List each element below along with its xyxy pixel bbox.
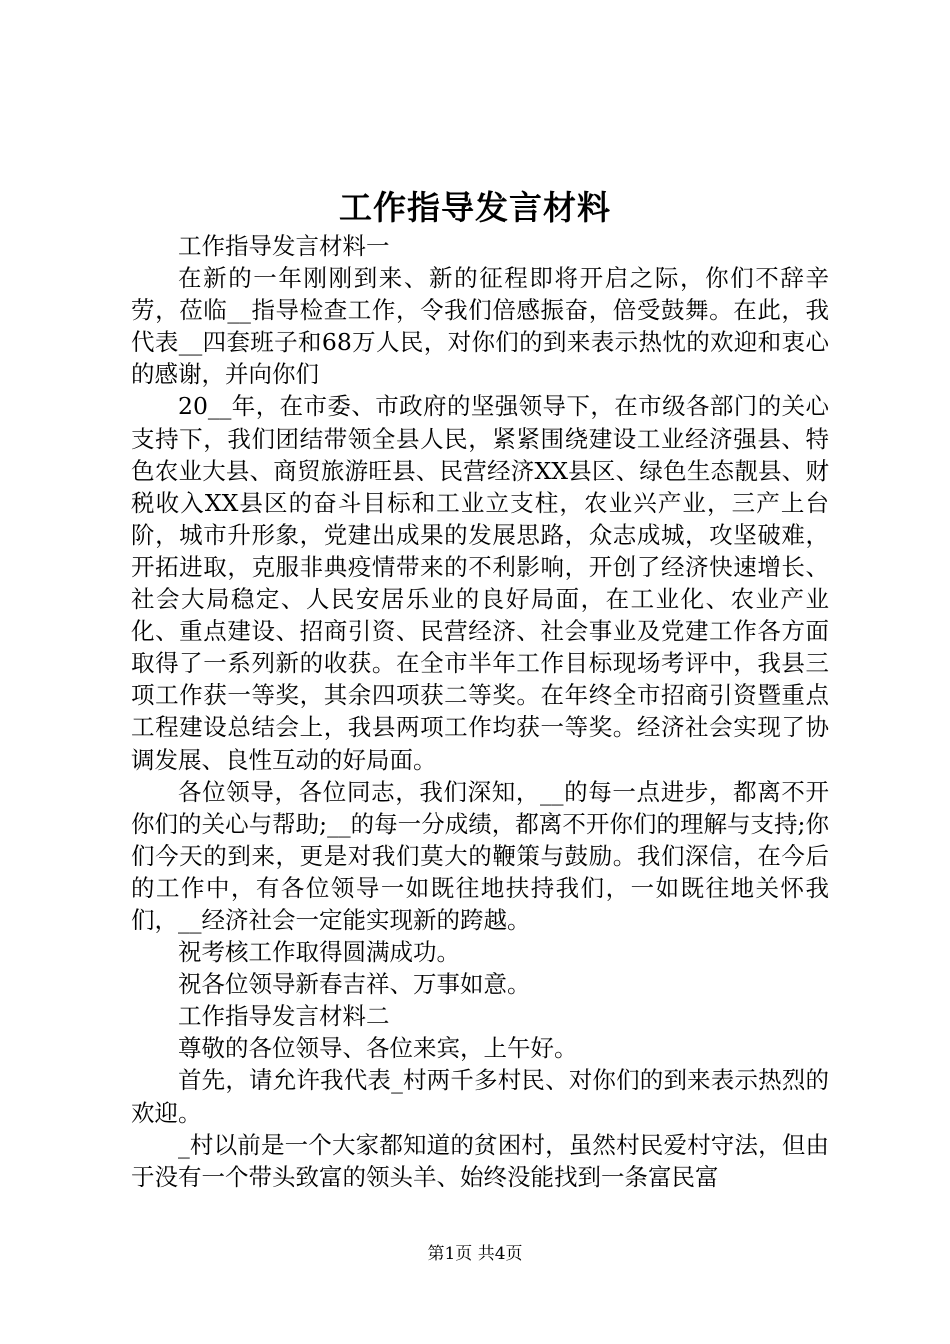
body-paragraph: 在新的一年刚刚到来、新的征程即将开启之际，你们不辞辛劳，莅临__指导检查工作，令我们倍感振奋，倍受鼓舞。在此，我代表__四套班子和68万人民，对你们的到来表示热忱的欢迎和衷心的感谢，并向你们 <box>131 264 829 389</box>
section-heading-2: 工作指导发言材料二 <box>178 1002 390 1031</box>
body-paragraph: 20__年，在市委、市政府的坚强领导下，在市级各部门的关心支持下，我们团结带领全县人民，紧紧围绕建设工业经济强县、特色农业大县、商贸旅游旺县、民营经济XX县区、绿色生态靓县、财税收入XX县区的奋斗目标和工业立支柱，农业兴产业，三产上台阶，城市升形象，党建出成果的发展思路，众志成城，攻坚破难，开拓进取，克服非典疫情带来的不利影响，开创了经济快速增长、社会大局稳定、人民安居乐业的良好局面，在工业化、农业产业化、重点建设、招商引资、民营经济、社会事业及党建工作各方面取得了一系列新的收获。在全市半年工作目标现场考评中，我县三项工作获一等奖，其余四项获二等奖。在年终全市招商引资暨重点工程建设总结会上，我县两项工作均获一等奖。经济社会实现了协调发展、良性互动的好局面。 <box>131 392 829 774</box>
body-paragraph: 首先，请允许我代表_村两千多村民、对你们的到来表示热烈的欢迎。 <box>131 1066 829 1127</box>
body-paragraph: _村以前是一个大家都知道的贫困村，虽然村民爱村守法，但由于没有一个带头致富的领头羊、始终没能找到一条富民富 <box>131 1130 829 1191</box>
section-heading-1: 工作指导发言材料一 <box>178 232 390 260</box>
body-paragraph: 各位领导，各位同志，我们深知，__的每一点进步，都离不开你们的关心与帮助;__的每一分成绩，都离不开你们的理解与支持;你们今天的到来，更是对我们莫大的鞭策与鼓励。我们深信，在今后的工作中，有各位领导一如既往地扶持我们，一如既往地关怀我们，__经济社会一定能实现新的跨越。 <box>131 777 829 934</box>
body-paragraph: 尊敬的各位领导、各位来宾，上午好。 <box>178 1034 578 1063</box>
page-number: 第1页 共4页 <box>427 1244 523 1264</box>
body-paragraph: 祝各位领导新春吉祥、万事如意。 <box>178 970 531 999</box>
body-paragraph: 祝考核工作取得圆满成功。 <box>178 938 460 967</box>
document-title: 工作指导发言材料 <box>339 188 611 227</box>
document-body <box>131 230 829 1193</box>
